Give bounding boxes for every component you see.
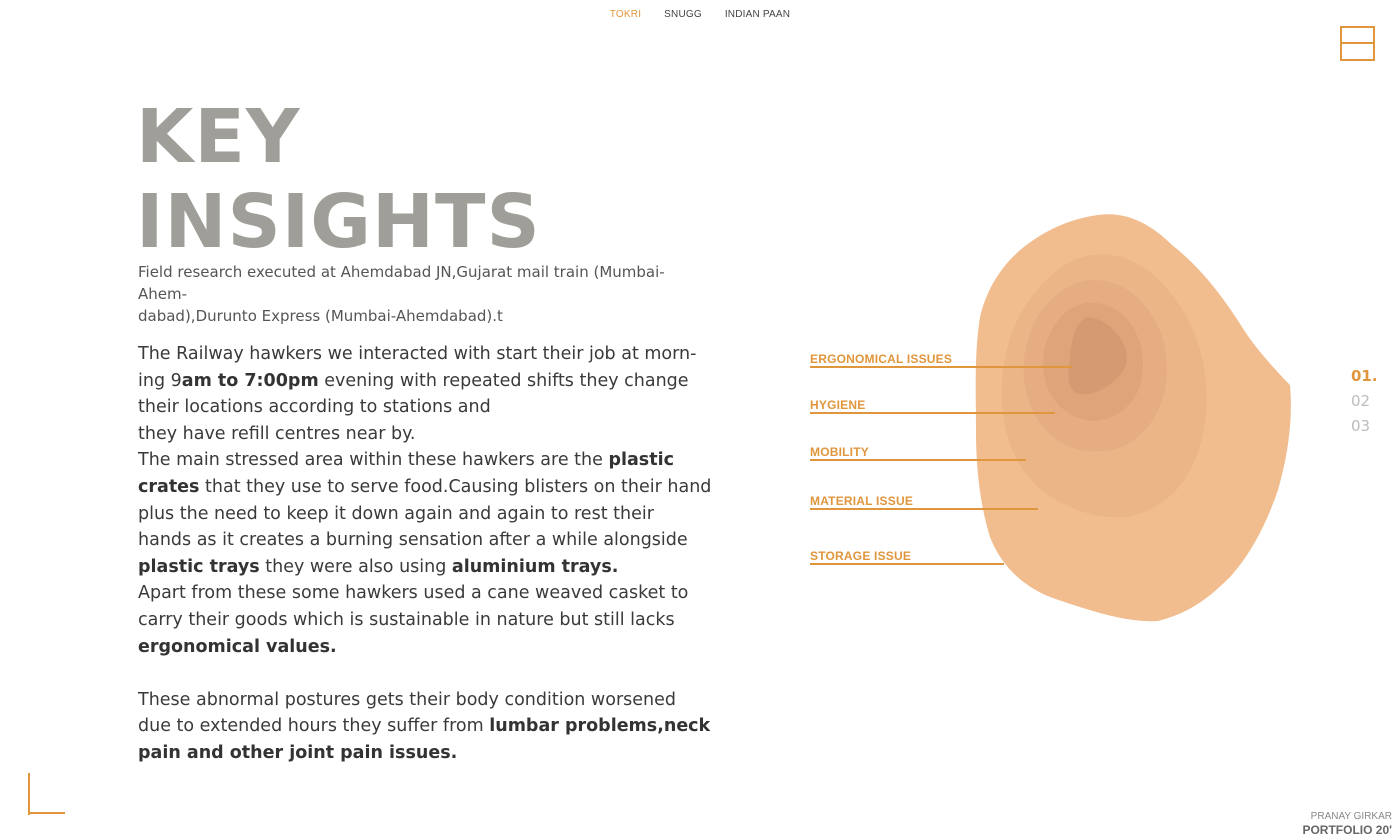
text: ing 9 (138, 370, 182, 391)
page-title-line-1: KEY (136, 94, 301, 180)
issue-leader-line (810, 459, 1026, 461)
paragraph-4 (138, 687, 718, 767)
text: hands as it creates a burning sensation after a while alongside (138, 530, 688, 551)
menu-icon-divider (1342, 42, 1373, 44)
bold-text: aluminium trays. (451, 556, 619, 577)
page-title-line-2: INSIGHTS (136, 179, 541, 265)
text: due to extended hours they suffer from (138, 716, 490, 737)
text: The Railway hawkers we interacted with start their job at morn- (138, 344, 697, 364)
bold-text: pain and other joint pain issues. (138, 742, 458, 763)
text: their locations according to stations and (138, 397, 491, 418)
issue-leader-line (810, 366, 1072, 368)
issue-label-storage: STORAGE ISSUE (810, 549, 912, 563)
stress-blob-diagram (960, 205, 1300, 630)
issue-label-ergonomical: ERGONOMICAL ISSUES (810, 352, 953, 366)
text: that they use to serve food.Causing blisters on their hand (199, 476, 712, 497)
text: carry their goods which is sustainable in nature but still lacks (138, 609, 675, 630)
issue-leader-line (810, 563, 1004, 565)
text: plus the need to keep it down again and again to rest their (138, 503, 654, 524)
page-indicator (1351, 364, 1378, 439)
paragraph-1 (138, 341, 718, 447)
bold-text: plastic trays (138, 556, 260, 577)
text: Apart from these some hawkers used a cane weaved casket to (138, 583, 689, 604)
paragraph-3 (138, 580, 718, 660)
issue-label-mobility: MOBILITY (810, 445, 869, 459)
footer-portfolio-label: PORTFOLIO 20' (1302, 823, 1392, 837)
text: evening with repeated shifts they change (318, 370, 689, 391)
text: they have refill centres near by. (138, 423, 416, 444)
text: they were also using (259, 556, 452, 577)
issue-label-hygiene: HYGIENE (810, 398, 866, 412)
page-indicator-03[interactable]: 03 (1351, 417, 1371, 435)
top-nav (0, 9, 1400, 20)
issue-leader-line (810, 508, 1038, 510)
page-subtitle (138, 261, 698, 327)
subtitle-line-2: dabad),Durunto Express (Mumbai-Ahemdabad).t (138, 307, 503, 325)
menu-icon[interactable] (1340, 26, 1375, 61)
bold-text: am to 7:00pm (181, 370, 319, 391)
page-indicator-02[interactable]: 02 (1351, 392, 1371, 410)
bold-text: plastic (608, 450, 674, 471)
nav-link-snugg[interactable]: SNUGG (664, 9, 702, 20)
corner-bracket-horizontal (28, 812, 65, 814)
issue-label-material: MATERIAL ISSUE (810, 494, 914, 508)
footer-author-name: PRANAY GIRKAR (1310, 811, 1392, 822)
corner-bracket-vertical (28, 773, 30, 815)
bold-text: crates (138, 476, 200, 497)
nav-link-tokri[interactable]: TOKRI (609, 9, 642, 20)
body-text (138, 341, 718, 767)
page-indicator-01[interactable]: 01. (1351, 367, 1378, 385)
bold-text: ergonomical values. (138, 636, 337, 657)
paragraph-2 (138, 447, 718, 580)
bold-text: lumbar problems,neck (489, 716, 711, 737)
nav-link-indian-paan[interactable]: INDIAN PAAN (724, 9, 791, 20)
text: These abnormal postures gets their body condition worsened (138, 689, 676, 710)
subtitle-line-1: Field research executed at Ahemdabad JN,Gujarat mail train (Mumbai-Ahem- (138, 263, 665, 303)
text: The main stressed area within these hawkers are the (138, 450, 609, 471)
issue-leader-line (810, 412, 1055, 414)
